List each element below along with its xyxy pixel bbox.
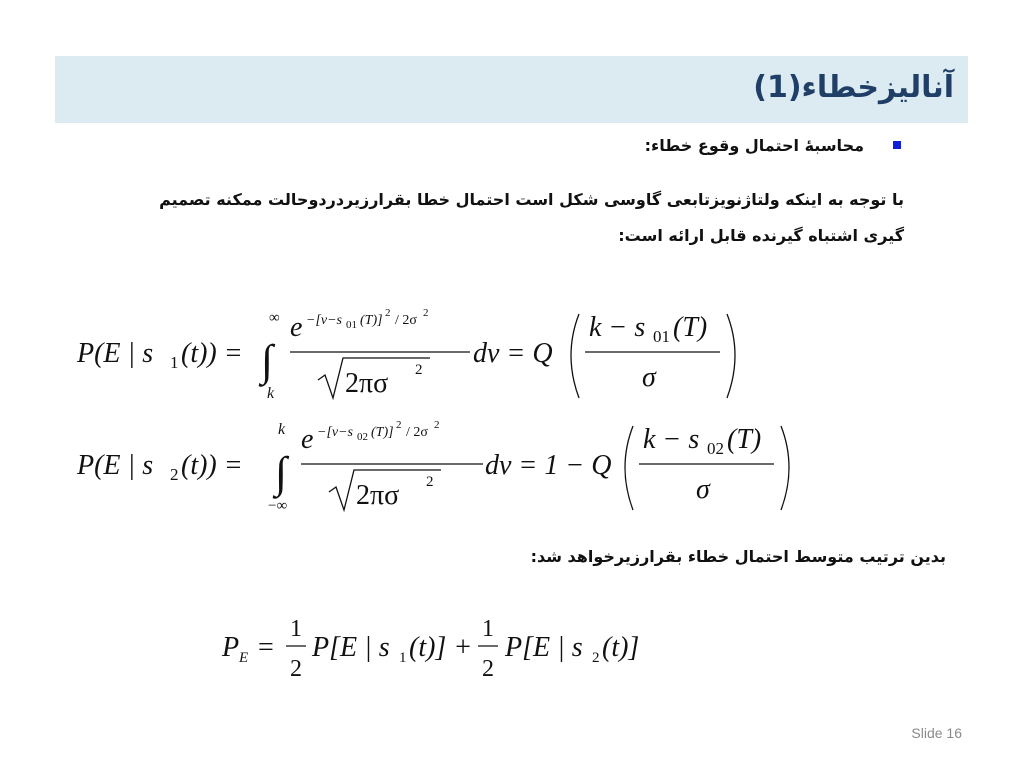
slide-title: آنالیزخطاء(1) [753, 70, 954, 105]
title-bar [55, 56, 968, 123]
svg-text:/ 2σ: / 2σ [406, 425, 428, 440]
svg-text:2: 2 [426, 474, 434, 490]
paragraph-text: با توجه به اینکه ولتاژنویزتابعی گاوسی شکل است احتمال خطا بقرارزیردردوحالت ممکنه تصمیم گیری اشتباه گیرنده قابل ارائه است: [159, 190, 904, 245]
equation-3 [220, 610, 660, 685]
svg-text:k − s: k − s [589, 312, 646, 343]
svg-text:(T): (T) [727, 424, 762, 455]
svg-text:1: 1 [170, 353, 179, 372]
slide-number: Slide 16 [911, 725, 962, 741]
bullet-marker [893, 141, 901, 149]
svg-text:2: 2 [415, 362, 423, 378]
svg-text:2: 2 [290, 656, 302, 682]
svg-text:2πσ: 2πσ [356, 480, 400, 511]
svg-text:=: = [258, 632, 274, 663]
svg-text:P(E | s: P(E | s [77, 338, 154, 369]
bullet-text: محاسبهٔ احتمال وقوع خطاء: [644, 136, 864, 155]
svg-text:2: 2 [170, 465, 179, 484]
svg-text:01: 01 [653, 327, 670, 346]
svg-text:(T): (T) [673, 312, 708, 343]
svg-text:∫: ∫ [275, 448, 288, 497]
svg-text:−[v−s: −[v−s [306, 313, 343, 328]
svg-text:∫: ∫ [261, 336, 274, 385]
svg-text:02: 02 [707, 439, 724, 458]
svg-text:dv = Q: dv = Q [473, 338, 553, 369]
svg-text:k: k [278, 421, 286, 438]
svg-text:σ: σ [642, 362, 656, 393]
svg-text:(t)]: (t)] [602, 632, 640, 663]
svg-text:(t)) =: (t)) = [181, 450, 243, 481]
svg-text:1: 1 [290, 616, 302, 642]
svg-text:(t)] +: (t)] + [409, 632, 473, 663]
svg-text:01: 01 [346, 319, 357, 331]
svg-text:1: 1 [399, 650, 407, 666]
svg-text:2πσ: 2πσ [345, 368, 389, 399]
svg-text:P[E | s: P[E | s [312, 632, 390, 663]
conclusion-text: بدین ترتیب متوسط احتمال خطاء بقرارزیرخواهد شد: [530, 547, 946, 566]
svg-text:−∞: −∞ [268, 498, 288, 514]
svg-text:e: e [290, 312, 303, 343]
svg-text:2: 2 [434, 419, 440, 431]
svg-text:02: 02 [357, 431, 368, 443]
svg-text:dv = 1 − Q: dv = 1 − Q [485, 450, 612, 481]
svg-text:P[E | s: P[E | s [505, 632, 583, 663]
svg-text:2: 2 [592, 650, 600, 666]
svg-text:k: k [267, 385, 275, 402]
svg-text:∞: ∞ [269, 310, 280, 326]
svg-text:(t)) =: (t)) = [181, 338, 243, 369]
svg-text:E: E [239, 650, 249, 666]
svg-text:P: P [222, 632, 240, 663]
svg-text:k − s: k − s [643, 424, 700, 455]
svg-text:P(E | s: P(E | s [77, 450, 154, 481]
svg-text:1: 1 [482, 616, 494, 642]
svg-text:−[v−s: −[v−s [317, 425, 354, 440]
svg-text:σ: σ [696, 474, 710, 505]
equation-1 [75, 300, 755, 410]
svg-text:2: 2 [396, 419, 402, 431]
svg-text:2: 2 [385, 307, 391, 319]
equation-2 [75, 412, 805, 522]
svg-text:(T)]: (T)] [360, 313, 383, 328]
svg-text:e: e [301, 424, 314, 455]
svg-text:2: 2 [423, 307, 429, 319]
svg-text:2: 2 [482, 656, 494, 682]
svg-text:(T)]: (T)] [371, 425, 394, 440]
svg-text:/ 2σ: / 2σ [395, 313, 417, 328]
